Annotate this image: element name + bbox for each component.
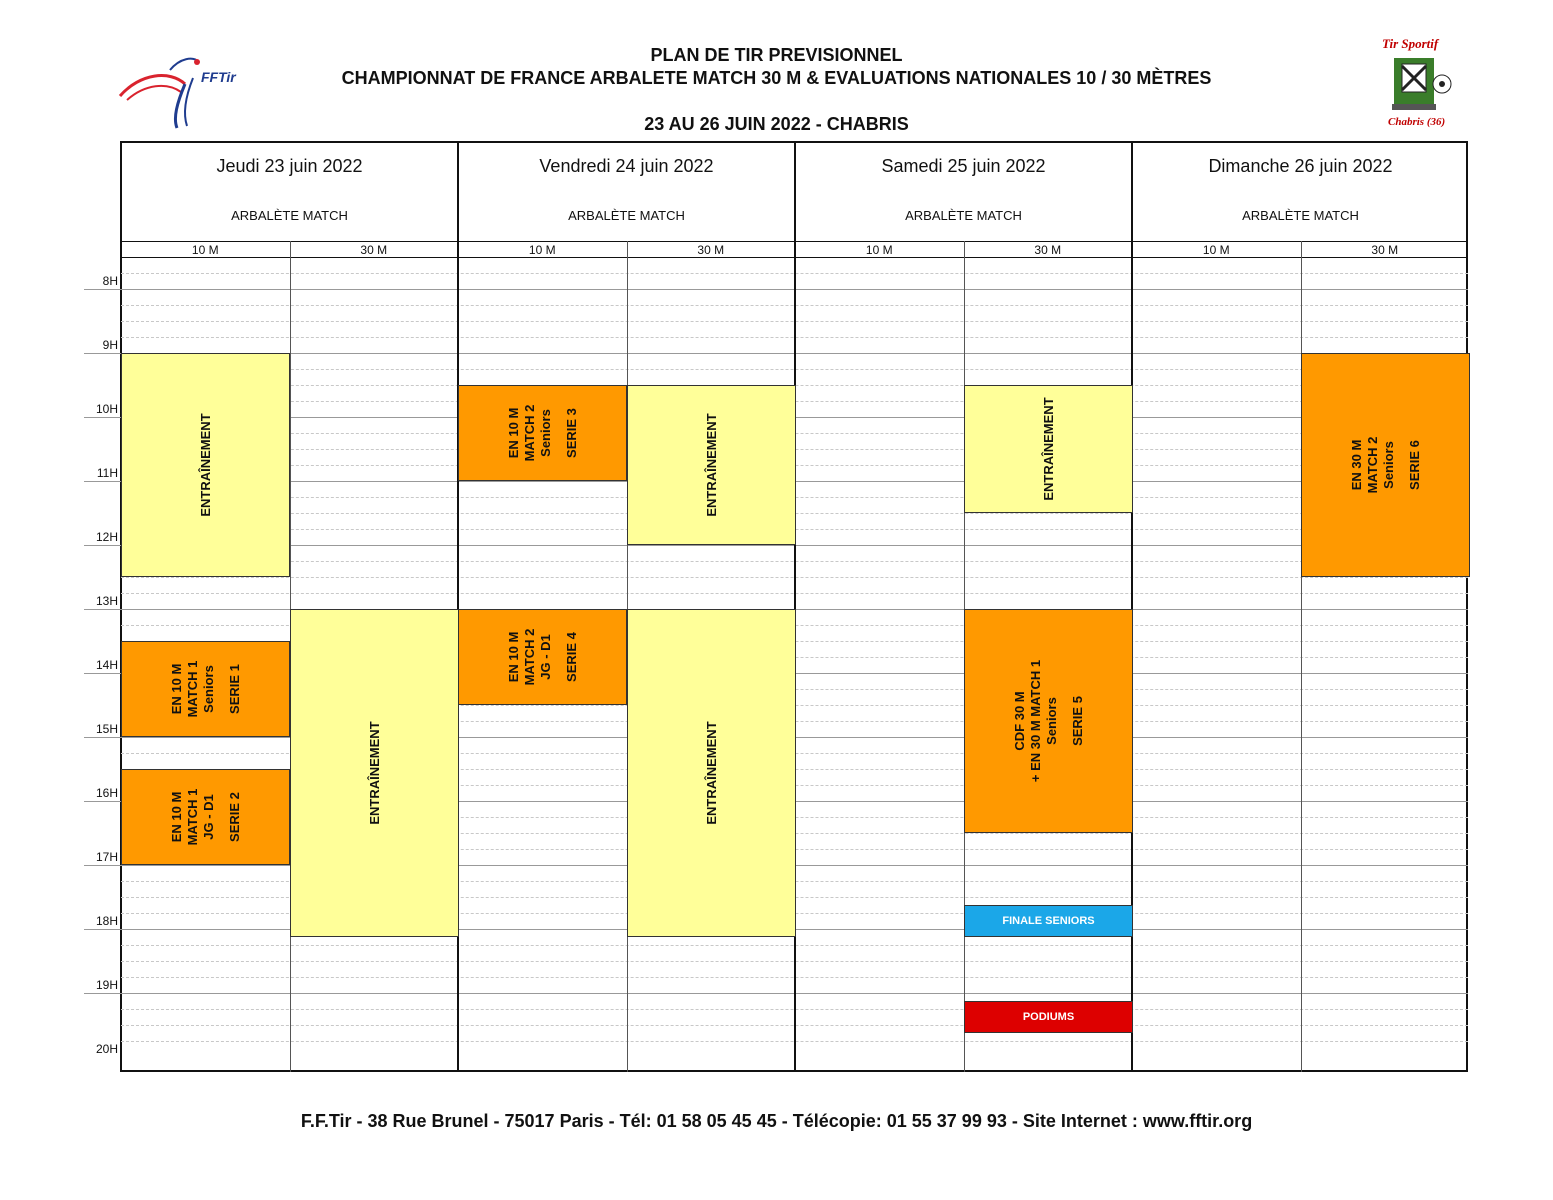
day-discipline: ARBALÈTE MATCH (905, 208, 1022, 223)
hour-gridline (84, 353, 1468, 354)
hour-label: 20H (95, 1042, 118, 1056)
session-label (1349, 437, 1423, 494)
session-entrainement-d1-10m (121, 353, 290, 577)
session-entrainement-d2-30m-am (627, 385, 796, 545)
day-title: Dimanche 26 juin 2022 (1208, 156, 1393, 176)
hour-gridline (84, 993, 1468, 994)
day-title: Vendredi 24 juin 2022 (539, 156, 714, 176)
distance-label: 10 M (191, 243, 219, 257)
session-label-line: MATCH 2 (521, 404, 537, 462)
hour-label: 9H (102, 338, 118, 352)
session-label-line: SERIE 1 (226, 664, 242, 714)
session-label-line: ENTRAÎNEMENT (1040, 397, 1056, 501)
session-label-line: ENTRAÎNEMENT (703, 413, 719, 517)
session-label-line: EN 10 M (505, 407, 521, 459)
session-label (169, 661, 243, 718)
hour-label: 11H (96, 466, 118, 480)
hour-label: 8H (102, 274, 118, 288)
hour-label: 12H (95, 530, 118, 544)
session-label-line: + EN 30 M MATCH 1 (1027, 659, 1043, 783)
session-label-line: EN 30 M (1348, 439, 1364, 491)
session-label-line: Seniors (200, 665, 216, 713)
session-label-line: ENTRAÎNEMENT (197, 413, 213, 517)
session-label (506, 405, 580, 462)
session-label (367, 721, 383, 824)
session-label (704, 413, 720, 516)
day-discipline: ARBALÈTE MATCH (568, 208, 685, 223)
svg-text:FFTir: FFTir (201, 69, 236, 85)
session-label-line: EN 10 M (168, 791, 184, 843)
hour-label: 15H (95, 722, 118, 736)
session-label (169, 789, 243, 846)
session-label: FINALE SENIORS (1002, 915, 1095, 927)
fftir-logo (115, 48, 250, 130)
session-label-line: SERIE 2 (226, 792, 242, 842)
session-entrainement-d2-30m-pm (627, 609, 796, 937)
session-label-line: MATCH 2 (521, 628, 537, 686)
hour-label: 16H (95, 786, 118, 800)
session-en-10m-match1-seniors (121, 641, 290, 737)
session-label-line (217, 789, 227, 846)
club-logo: Tir Sportif Chabris (36) (1378, 36, 1464, 132)
session-label-line (554, 405, 564, 462)
distance-label: 30 M (360, 243, 388, 257)
day-discipline: ARBALÈTE MATCH (1242, 208, 1359, 223)
distance-label: 10 M (865, 243, 893, 257)
championship-title: CHAMPIONNAT DE FRANCE ARBALETE MATCH 30 M & EVALUATIONS NATIONALES 10 / 30 MÈTRES (341, 68, 1212, 88)
session-label-line (217, 661, 227, 718)
session-label-line: EN 10 M (168, 663, 184, 715)
hour-gridline (84, 289, 1468, 290)
session-entrainement-d1-30m (290, 609, 459, 937)
plan-title: PLAN DE TIR PREVISIONNEL (650, 45, 903, 65)
day-discipline: ARBALÈTE MATCH (231, 208, 348, 223)
distance-label: 30 M (1034, 243, 1062, 257)
hour-gridline (84, 545, 1468, 546)
hour-label: 19H (95, 978, 118, 992)
session-label (198, 413, 214, 516)
session-label-line: SERIE 4 (563, 632, 579, 682)
session-label (506, 629, 580, 686)
distance-label: 10 M (1202, 243, 1230, 257)
session-en-10m-match2-seniors (458, 385, 627, 481)
session-en-10m-match2-jg-d1 (458, 609, 627, 705)
session-label-line: SERIE 6 (1406, 440, 1422, 490)
distance-label: 30 M (697, 243, 725, 257)
distance-label: 30 M (1371, 243, 1399, 257)
session-label-line: MATCH 1 (184, 788, 200, 846)
session-label-line: SERIE 3 (563, 408, 579, 458)
hour-label: 18H (95, 914, 118, 928)
session-entrainement-d3-30m (964, 385, 1133, 513)
hour-label: 17H (95, 850, 118, 864)
session-label-line: MATCH 2 (1364, 436, 1380, 494)
session-label-line: MATCH 1 (184, 660, 200, 718)
session-label-line: JG - D1 (537, 634, 553, 680)
session-label-line: Seniors (1043, 697, 1059, 745)
session-label-line: Seniors (1380, 441, 1396, 489)
hour-label: 10H (95, 402, 118, 416)
session-label (1012, 660, 1086, 782)
session-label-line (554, 629, 564, 686)
hour-label: 13H (95, 594, 118, 608)
session-label-line: CDF 30 M (1011, 691, 1027, 751)
session-label-line: Seniors (537, 409, 553, 457)
footer-contact: F.F.Tir - 38 Rue Brunel - 75017 Paris - Tél: 01 58 05 45 45 - Télécopie: 01 55 37 99 93 - Site Internet : www.fftir.org (300, 1111, 1253, 1131)
hour-label: 14H (95, 658, 118, 672)
event-dates: 23 AU 26 JUIN 2022 - CHABRIS (644, 114, 909, 134)
session-label-line (1397, 437, 1407, 494)
session-label-line: ENTRAÎNEMENT (703, 721, 719, 825)
session-podiums (964, 1001, 1133, 1033)
session-en-10m-match1-jg-d1 (121, 769, 290, 865)
day-title: Jeudi 23 juin 2022 (216, 156, 363, 176)
session-label-line: EN 10 M (505, 631, 521, 683)
session-label (1041, 397, 1057, 500)
session-label-line: SERIE 5 (1069, 696, 1085, 746)
session-finale-seniors (964, 905, 1133, 937)
session-label: PODIUMS (1022, 1011, 1075, 1023)
distance-label: 10 M (528, 243, 556, 257)
day-title: Samedi 25 juin 2022 (881, 156, 1046, 176)
session-en-30m-match2-seniors (1301, 353, 1470, 577)
session-label-line: ENTRAÎNEMENT (366, 721, 382, 825)
session-label-line: JG - D1 (200, 794, 216, 840)
session-cdf-30m-match1-seniors (964, 609, 1133, 833)
session-label (704, 721, 720, 824)
session-label-line (1060, 660, 1070, 782)
